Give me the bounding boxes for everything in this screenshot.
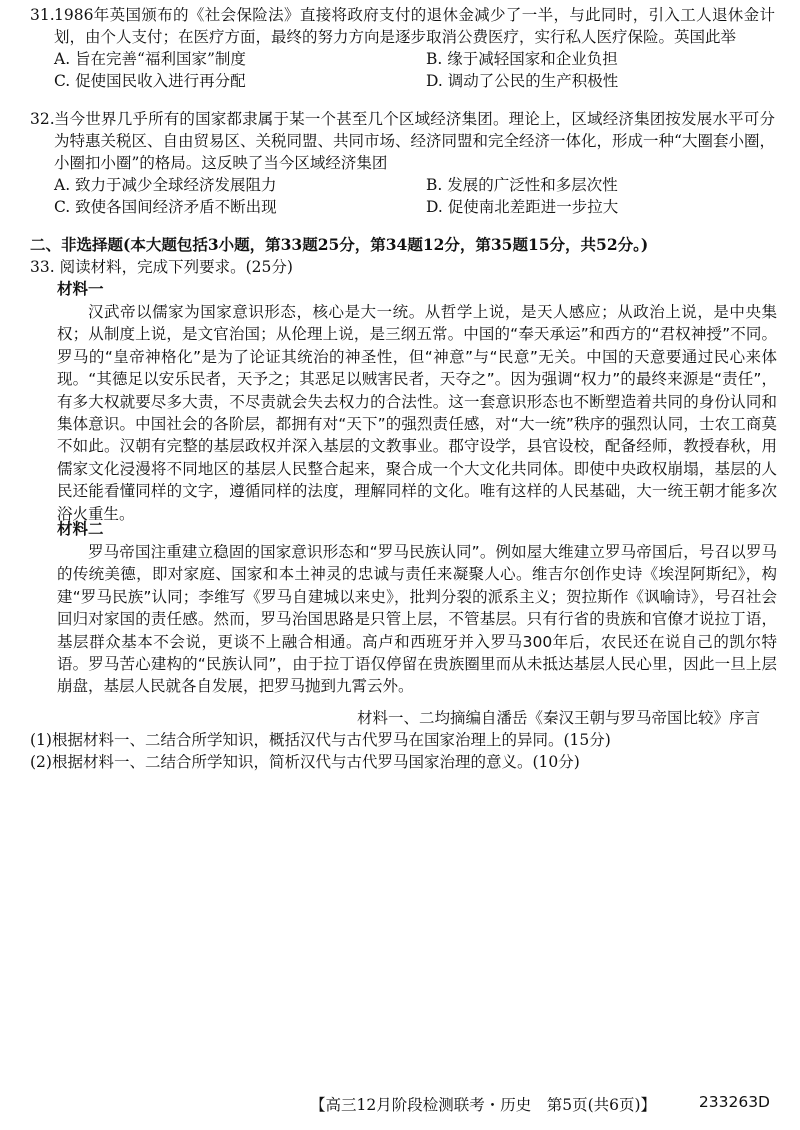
question-number: 31.	[30, 6, 55, 24]
option-a: A. 旨在完善“福利国家”制度	[54, 50, 246, 68]
material-source: 材料一、二均摘编自潘岳《秦汉王朝与罗马帝国比较》序言	[356, 709, 760, 727]
option-b: B. 发展的广泛性和多层次性	[426, 176, 618, 194]
option-d: D. 调动了公民的生产积极性	[426, 72, 619, 90]
footer-title: 【高三12月阶段检测联考・历史 第5页(共6页)】	[310, 1096, 657, 1114]
option-a: A. 致力于减少全球经济发展阻力	[54, 176, 277, 194]
question-32	[30, 108, 775, 218]
sub-question-1: (1)根据材料一、二结合所学知识，概括汉代与古代罗马在国家治理上的异同。(15分)	[30, 731, 611, 749]
material-1-title: 材料一	[57, 279, 104, 298]
material-2-title: 材料二	[57, 519, 104, 538]
option-b: B. 缘于减轻国家和企业负担	[426, 50, 618, 68]
options	[54, 174, 775, 218]
sub-question-2: (2)根据材料一、二结合所学知识，简析汉代与古代罗马国家治理的意义。(10分)	[30, 753, 580, 771]
footer-code: 233263D	[698, 1093, 770, 1111]
question-stem: 1986年英国颁布的《社会保险法》直接将政府支付的退休金减少了一半，与此同时，引入工人退休金计划，由个人支付；在医疗方面，最终的努力方向是逐步取消公费医疗，实行私人医疗保险。英国此举	[54, 6, 775, 46]
material-1-text: 汉武帝以儒家为国家意识形态，核心是大一统。从哲学上说，是天人感应；从政治上说，是中央集权；从制度上说，是文官治国；从伦理上说，是三纲五常。中国的“奉天承运”和西方的“君权神授”不同。罗马的“皇帝神格化”是为了论证其统治的神圣性，但“神意”与“民意”无关。中国的天意要通过民心来体现。“其德足以安乐民者，天予之；其恶足以贼害民者，天夺之”。因为强调“权力”的最终来源是“责任”，有多大权就要尽多大责，不尽责就会失去权力的合法性。这一套意识形态也不断塑造着共同的身份认同和集体意识。中国社会的各阶层，都拥有对“天下”的强烈责任感，对“大一统”秩序的强烈认同，士农工商莫不如此。汉朝有完整的基层政权并深入基层的文教事业。郡守设学，县官设校，配备经师，教授春秋，用儒家文化浸漫将不同地区的基层人民整合起来，聚合成一个大文化共同体。即使中央政权崩塌，基层的人民还能看懂同样的文字，遵循同样的法度，理解同样的文化。唯有这样的人民基础，大一统王朝才能多次浴火重生。	[57, 303, 777, 523]
question-stem: 当今世界几乎所有的国家都隶属于某一个甚至几个区域经济集团。理论上，区域经济集团按发展水平可分为特惠关税区、自由贸易区、关税同盟、共同市场、经济同盟和完全经济一体化，形成一种“大圈套小圈，小圈扣小圈”的格局。这反映了当今区域经济集团	[54, 110, 775, 172]
option-c: C. 致使各国间经济矛盾不断出现	[54, 198, 277, 216]
question-31	[30, 4, 775, 92]
option-c: C. 促使国民收入进行再分配	[54, 72, 246, 90]
material-2-text: 罗马帝国注重建立稳固的国家意识形态和“罗马民族认同”。例如屋大维建立罗马帝国后，号召以罗马的传统美德，即对家庭、国家和本土神灵的忠诚与责任来凝聚人心。维吉尔创作史诗《埃涅阿斯纪》，构建“罗马民族”认同；李维写《罗马自建城以来史》，批判分裂的派系主义；贺拉斯作《讽喻诗》，号召社会回归对家国的责任感。然而，罗马治国思路是只管上层，不管基层。只有行省的贵族和官僚才说拉丁语，基层群众基本不会说，更谈不上融合相通。高卢和西班牙并入罗马300年后，农民还在说自己的凯尔特语。罗马苦心建构的“民族认同”，由于拉丁语仅停留在贵族圈里而从未抵达基层人民心里，因此一旦上层崩盘，基层人民就各自发展，把罗马抛到九霄云外。	[57, 543, 777, 696]
question-33-head: 33. 阅读材料，完成下列要求。(25分)	[30, 258, 293, 276]
section-title: 二、非选择题(本大题包括3小题，第33题25分，第34题12分，第35题15分，共52分。)	[30, 235, 649, 254]
question-number: 32.	[30, 110, 55, 128]
options	[54, 48, 775, 92]
option-d: D. 促使南北差距进一步拉大	[426, 198, 619, 216]
